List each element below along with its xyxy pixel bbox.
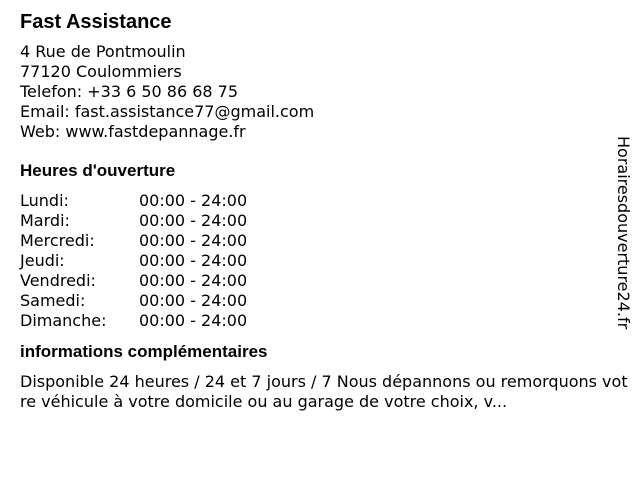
hours-row-thursday: [20, 251, 620, 271]
hours-row-friday: [20, 271, 620, 291]
business-name: Fast Assistance: [20, 11, 172, 33]
day-hours: 00:00 - 24:00: [139, 311, 248, 330]
hours-row-monday: [20, 191, 620, 211]
opening-hours-heading: Heures d'ouverture: [20, 161, 176, 180]
day-hours: 00:00 - 24:00: [139, 231, 248, 250]
day-label: Samedi:: [20, 291, 86, 310]
web-line: Web: www.fastdepannage.fr: [20, 122, 246, 141]
site-watermark: Horairesdouverture24.fr: [614, 136, 633, 330]
address-city: 77120 Coulommiers: [20, 62, 182, 81]
hours-row-tuesday: [20, 211, 620, 231]
hours-row-saturday: [20, 291, 620, 311]
day-label: Dimanche:: [20, 311, 107, 330]
day-hours: 00:00 - 24:00: [139, 271, 248, 290]
day-label: Jeudi:: [20, 251, 65, 270]
additional-info-heading: informations complémentaires: [20, 342, 268, 361]
additional-info-text: Disponible 24 heures / 24 et 7 jours / 7 Nous dépannons ou remorquons votre véhicule à votre domicile ou au garage de votre choix, v...: [20, 372, 628, 411]
day-hours: 00:00 - 24:00: [139, 211, 248, 230]
day-hours: 00:00 - 24:00: [139, 291, 248, 310]
phone-line: Telefon: +33 6 50 86 68 75: [20, 82, 239, 101]
address-street: 4 Rue de Pontmoulin: [20, 42, 186, 61]
day-label: Lundi:: [20, 191, 69, 210]
day-label: Mercredi:: [20, 231, 95, 250]
hours-row-sunday: [20, 311, 620, 331]
email-line: Email: fast.assistance77@gmail.com: [20, 102, 315, 121]
hours-row-wednesday: [20, 231, 620, 251]
day-label: Mardi:: [20, 211, 70, 230]
day-hours: 00:00 - 24:00: [139, 251, 248, 270]
day-label: Vendredi:: [20, 271, 96, 290]
day-hours: 00:00 - 24:00: [139, 191, 248, 210]
opening-hours-table: [20, 191, 620, 331]
